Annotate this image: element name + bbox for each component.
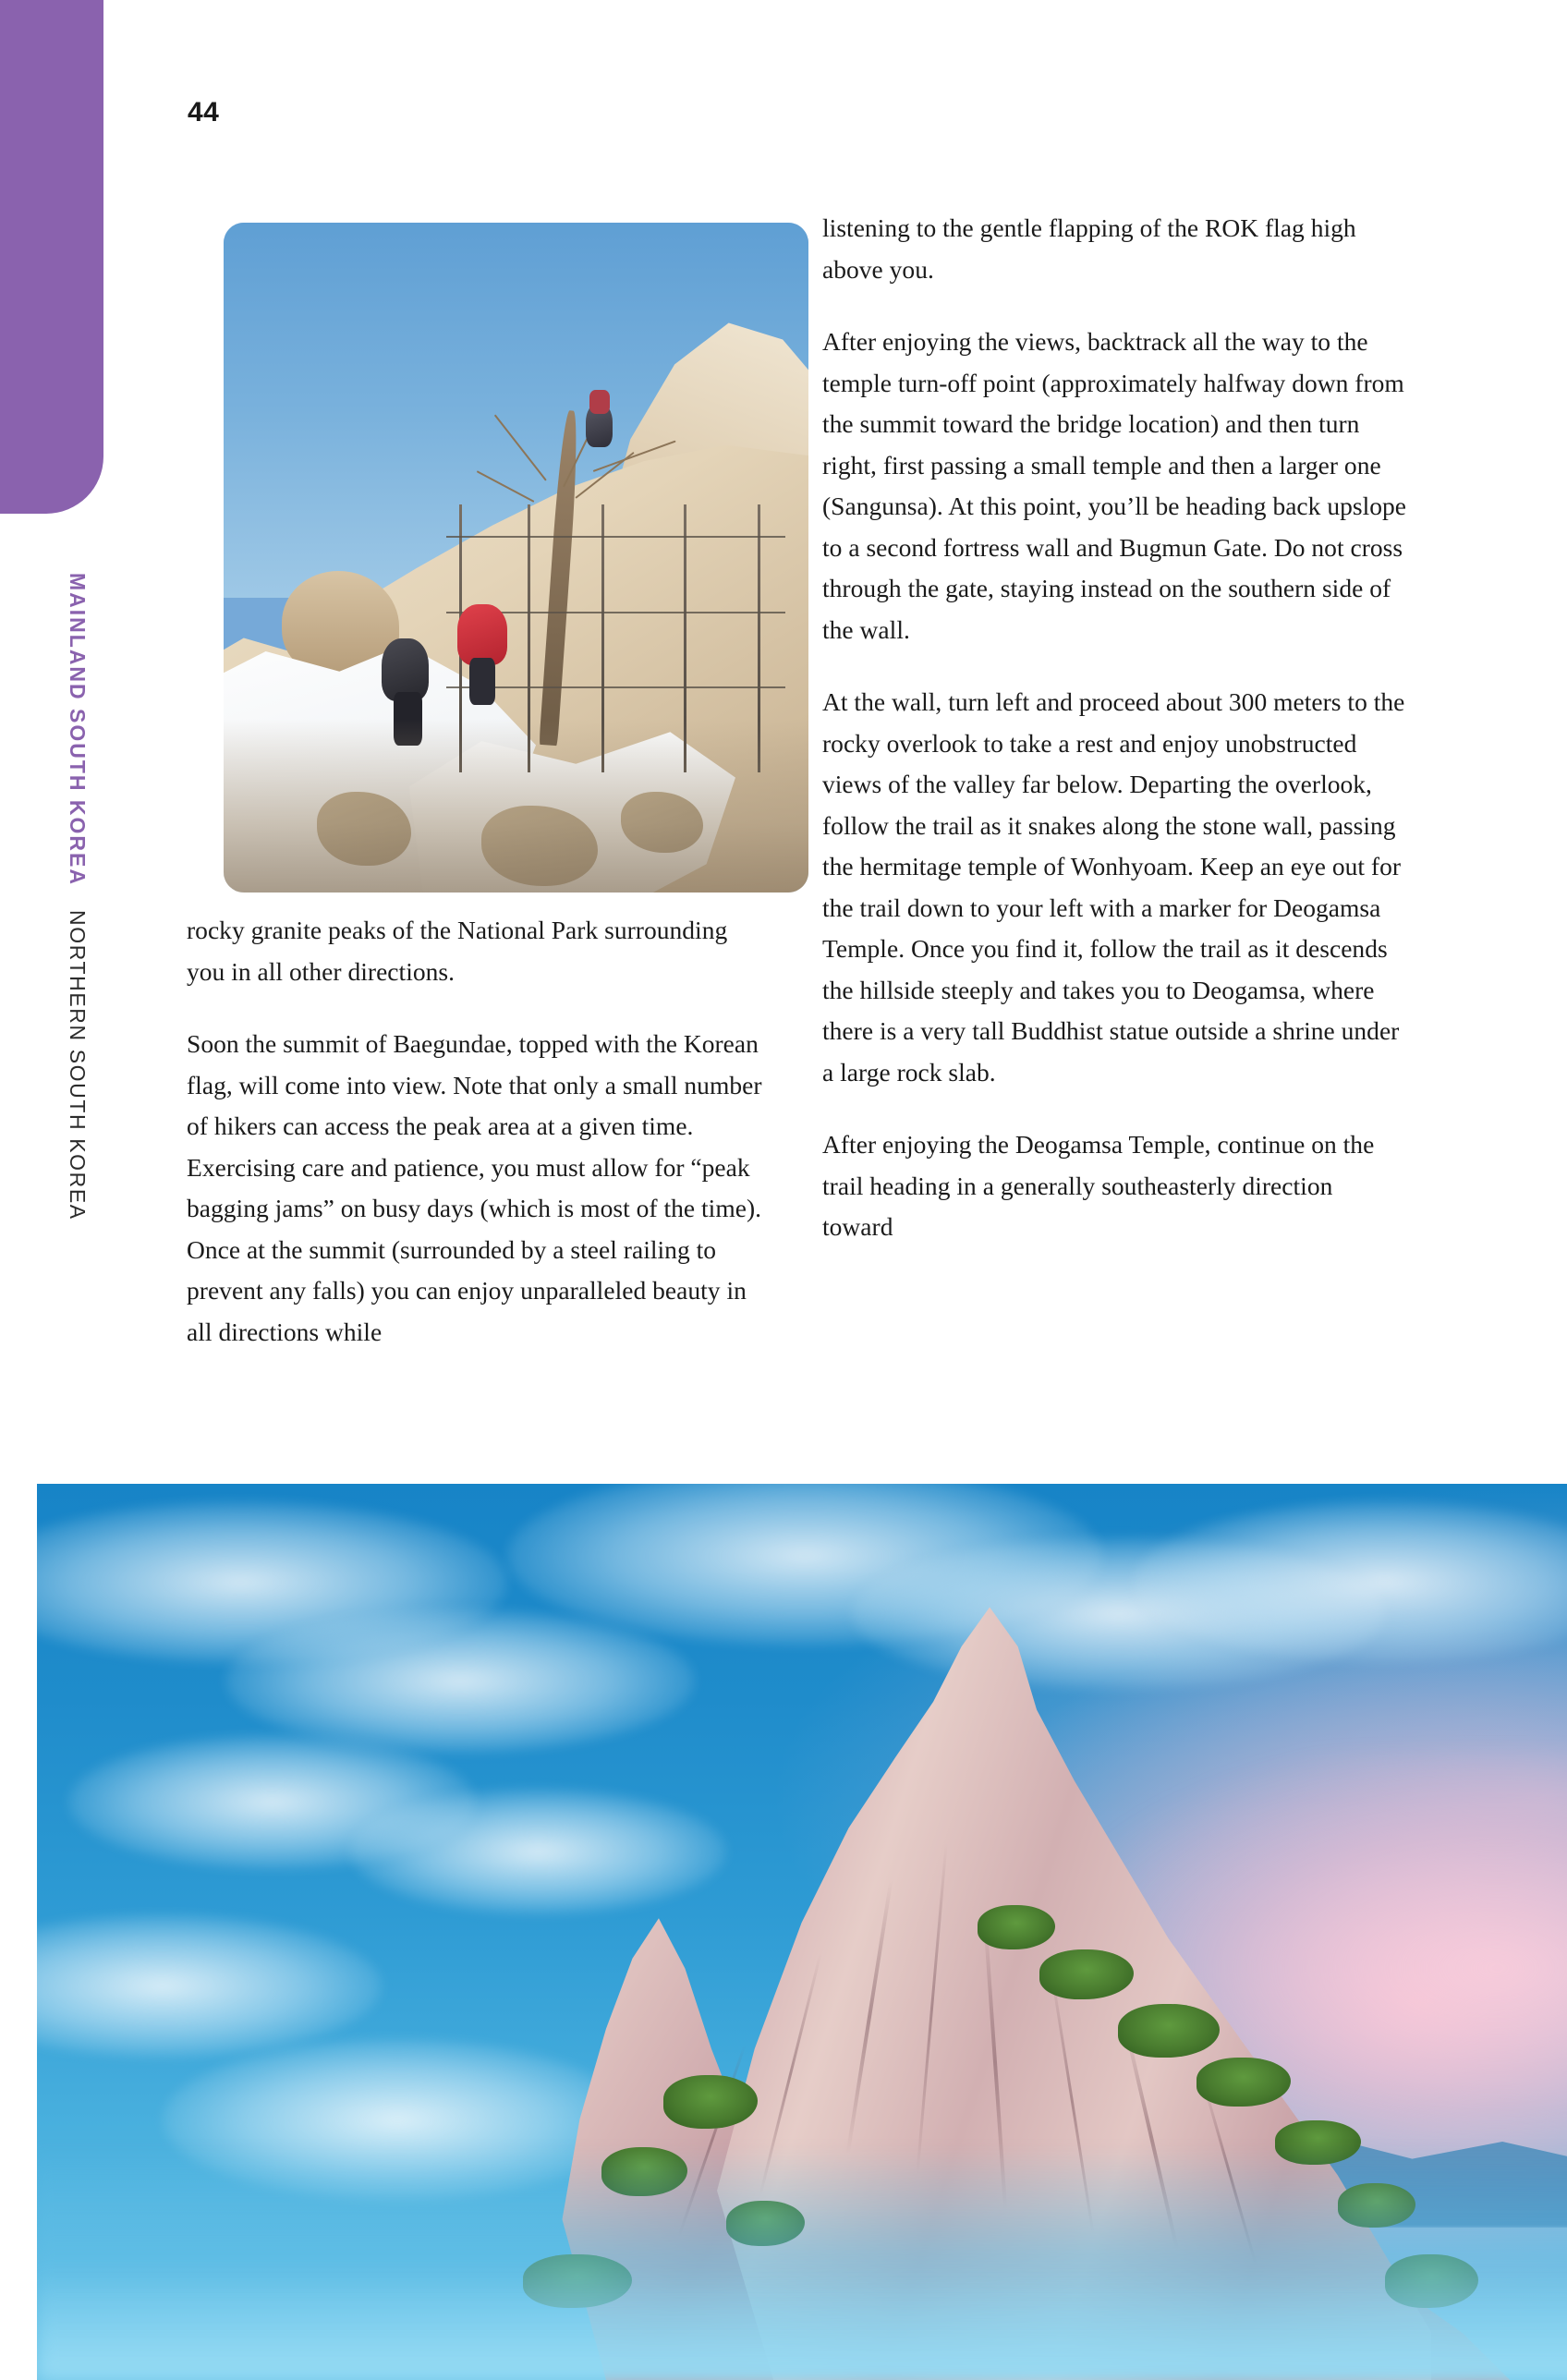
running-head-primary: MAINLAND SOUTH KOREA — [66, 573, 90, 886]
photo-bottom-cloud — [350, 1789, 726, 1914]
body-text-columns — [187, 208, 1406, 1437]
photo-granite-peak-at-dusk — [37, 1484, 1567, 2380]
section-tab-marker — [0, 0, 103, 514]
text-column-right — [822, 208, 1406, 1280]
column-left-photo-spacer — [187, 208, 771, 910]
paragraph: listening to the gentle flapping of the ROK flag high above you. — [822, 213, 1356, 284]
paragraph: rocky granite peaks of the National Park surrounding you in all other directions. — [187, 916, 728, 986]
paragraph: After enjoying the views, backtrack all the way to the temple turn-off point (approximately halfway down from the summit toward the bridge location) and then turn right, first passing a small temple and then a larger one (Sangunsa). At this point, you’ll be heading back upslope to a second fortress wall and Bugmun Gate. Do not cross through the gate, staying instead on the southern side of the wall. — [822, 327, 1407, 644]
paragraph: After enjoying the Deogamsa Temple, continue on the trail heading in a generally southeasterly direction toward — [822, 1130, 1375, 1241]
paragraph: At the wall, turn left and proceed about 300 meters to the rocky overlook to take a rest and enjoy unobstructed views of the valley far below. Departing the overlook, follow the trail as it snakes along the stone wall, passing the hermitage temple of Wonhyoam. Keep an eye out for the trail down to your left with a marker for Deogamsa Temple. Once you find it, follow the trail as it descends the hillside steeply and takes you to Deogamsa, where there is a very tall Buddhist statue outside a shrine under a large rock slab. — [822, 687, 1405, 1087]
text-column-left — [187, 208, 771, 1384]
page-number: 44 — [188, 97, 220, 128]
running-head-secondary: NORTHERN SOUTH KOREA — [66, 910, 90, 1220]
photo-bottom-cloud — [225, 1609, 696, 1753]
paragraph: Soon the summit of Baegundae, topped with the Korean flag, will come into view. Note that only a small number of hikers can access the peak area at a given time. Exercising care and patience, you must allow for “peak bagging jams” on busy days (which is most of the time). Once at the summit (surrounded by a steel railing to prevent any falls) you can enjoy unparalleled beauty in all directions while — [187, 1029, 762, 1346]
photo-bottom-mist-layer-lower — [37, 2273, 1567, 2380]
